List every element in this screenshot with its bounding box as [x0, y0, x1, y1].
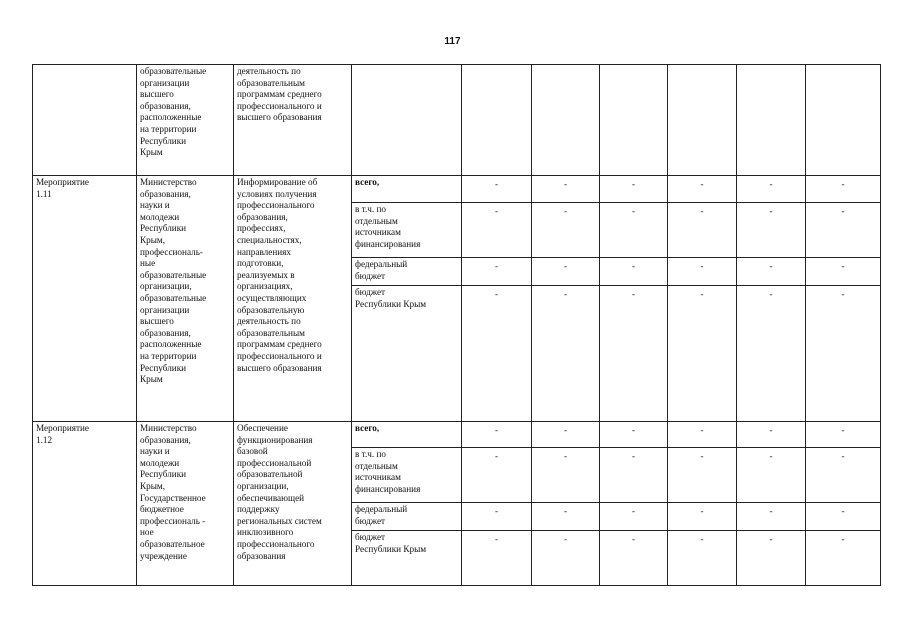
executor-cell: Министерство образования, науки и молодежи Республики Крым, Государственное бюджетное профессиональ - ное образовательное учреждение: [137, 422, 234, 586]
table-row: [33, 176, 881, 203]
source-cell: федеральный бюджет: [352, 503, 462, 531]
source-cell: бюджет Республики Крым: [352, 286, 462, 422]
dash-value: -: [737, 503, 806, 531]
year-cell: [462, 65, 532, 176]
dash-value: -: [737, 203, 806, 258]
dash-value: -: [600, 448, 668, 503]
dash-value: -: [737, 531, 806, 586]
dash-value: -: [600, 286, 668, 422]
dash-value: -: [668, 531, 737, 586]
dash-value: -: [737, 176, 806, 203]
dash-value: -: [737, 448, 806, 503]
measure-name-cell: [33, 65, 137, 176]
dash-value: -: [806, 448, 881, 503]
dash-value: -: [462, 448, 532, 503]
dash-value: -: [532, 203, 600, 258]
dash-value: -: [600, 531, 668, 586]
dash-value: -: [806, 531, 881, 586]
year-cell: [737, 65, 806, 176]
executor-cell: образовательные организации высшего образования, расположенные на территории Республики Крым: [137, 65, 234, 176]
dash-value: -: [532, 503, 600, 531]
dash-value: -: [668, 258, 737, 286]
measure-name-cell: Мероприятие 1.11: [33, 176, 137, 422]
dash-value: -: [462, 422, 532, 448]
description-cell: Информирование об условиях получения профессионального образования, профессиях, специальностях, направлениях подготовки, реализуемых в организациях, осуществляющих образовательную деятельность по образовательным программам среднего профессионального и высшего образования: [234, 176, 352, 422]
table-row: [33, 422, 881, 448]
source-cell-total: всего,: [352, 176, 462, 203]
dash-value: -: [532, 448, 600, 503]
dash-value: -: [806, 258, 881, 286]
measure-name-cell: Мероприятие 1.12: [33, 422, 137, 586]
description-cell: Обеспечение функционирования базовой профессиональной образовательной организации, обеспечивающей поддержку региональных систем инклюзивного профессионального образования: [234, 422, 352, 586]
dash-value: -: [600, 176, 668, 203]
dash-value: -: [668, 286, 737, 422]
dash-value: -: [462, 503, 532, 531]
year-cell: [532, 65, 600, 176]
dash-value: -: [532, 531, 600, 586]
source-cell: федеральный бюджет: [352, 258, 462, 286]
continuation-row: [33, 65, 881, 176]
dash-value: -: [532, 258, 600, 286]
page-number: 117: [444, 36, 461, 47]
dash-value: -: [462, 258, 532, 286]
year-cell: [806, 65, 881, 176]
dash-value: -: [600, 203, 668, 258]
dash-value: -: [668, 422, 737, 448]
source-cell: в т.ч. по отдельным источникам финансирования: [352, 203, 462, 258]
dash-value: -: [737, 286, 806, 422]
dash-value: -: [462, 286, 532, 422]
dash-value: -: [668, 448, 737, 503]
dash-value: -: [737, 258, 806, 286]
dash-value: -: [532, 286, 600, 422]
executor-cell: Министерство образования, науки и молодежи Республики Крым, профессиональ- ные образовательные организации, образовательные организации высшего образования, расположенные на территории Республики Крым: [137, 176, 234, 422]
dash-value: -: [532, 422, 600, 448]
source-cell: в т.ч. по отдельным источникам финансирования: [352, 448, 462, 503]
dash-value: -: [462, 531, 532, 586]
dash-value: -: [668, 503, 737, 531]
dash-value: -: [737, 422, 806, 448]
dash-value: -: [462, 176, 532, 203]
dash-value: -: [668, 203, 737, 258]
dash-value: -: [806, 422, 881, 448]
dash-value: -: [806, 503, 881, 531]
dash-value: -: [806, 203, 881, 258]
dash-value: -: [600, 258, 668, 286]
budget-table: [32, 64, 881, 586]
source-cell-total: всего,: [352, 422, 462, 448]
dash-value: -: [600, 503, 668, 531]
dash-value: -: [806, 286, 881, 422]
source-cell: бюджет Республики Крым: [352, 531, 462, 586]
dash-value: -: [806, 176, 881, 203]
dash-value: -: [600, 422, 668, 448]
year-cell: [668, 65, 737, 176]
dash-value: -: [462, 203, 532, 258]
description-cell: деятельность по образовательным программам среднего профессионального и высшего образования: [234, 65, 352, 176]
dash-value: -: [532, 176, 600, 203]
source-cell: [352, 65, 462, 176]
dash-value: -: [668, 176, 737, 203]
year-cell: [600, 65, 668, 176]
